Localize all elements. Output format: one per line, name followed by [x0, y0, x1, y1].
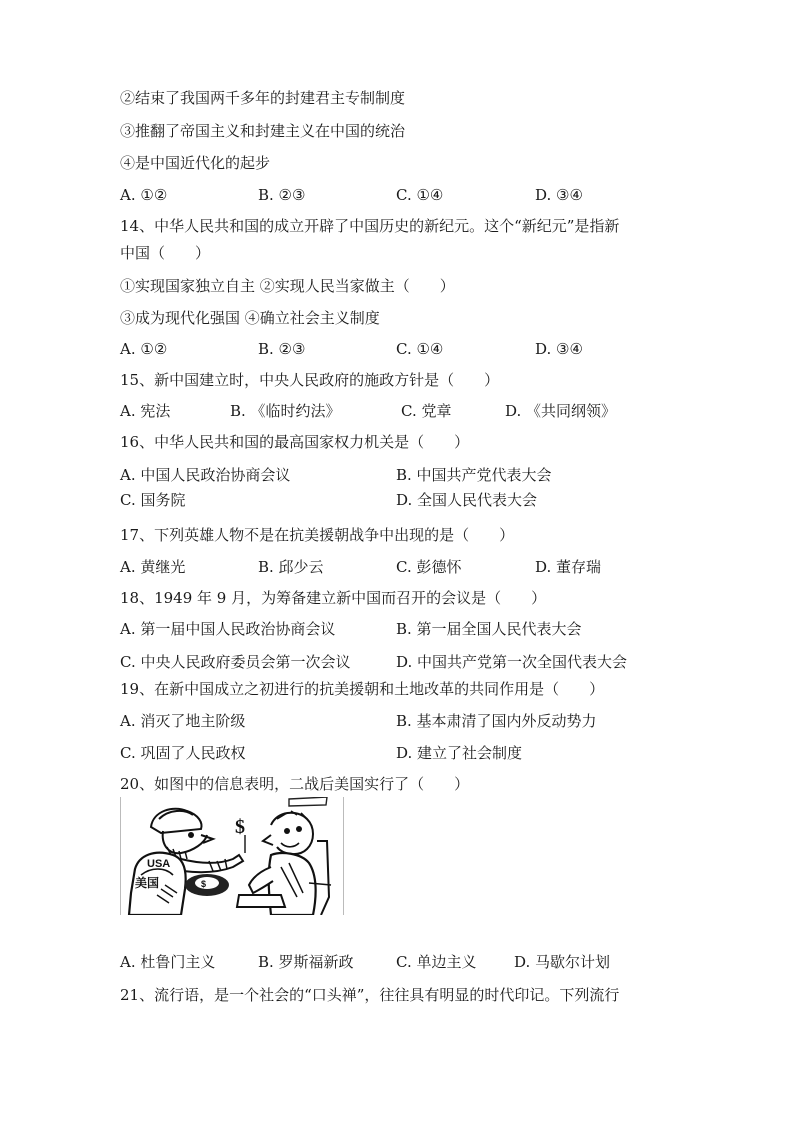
q19-option-a[interactable]: A. 消灭了地主阶级	[120, 712, 246, 730]
q17-option-b[interactable]: B. 邱少云	[258, 558, 324, 576]
q13-option-b[interactable]: B. ②③	[258, 186, 306, 204]
q14-stem-line2: 中国（ ）	[120, 244, 211, 262]
q19-stem: 19、在新中国成立之初进行的抗美援朝和土地改革的共同作用是（ ）	[120, 680, 605, 698]
q18-stem: 18、1949 年 9 月，为筹备建立新中国而召开的会议是（ ）	[120, 589, 547, 607]
cartoon-dollar-label: $	[235, 816, 245, 838]
q17-stem: 17、下列英雄人物不是在抗美援朝战争中出现的是（ ）	[120, 526, 515, 544]
q13-item-4: ④是中国近代化的起步	[120, 154, 271, 172]
q18-option-b[interactable]: B. 第一届全国人民代表大会	[396, 620, 582, 638]
q16-option-d[interactable]: D. 全国人民代表大会	[396, 491, 538, 509]
q20-option-d[interactable]: D. 马歇尔计划	[514, 953, 611, 971]
q17-option-a[interactable]: A. 黄继光	[120, 558, 186, 576]
q20-cartoon-image	[120, 797, 344, 915]
q20-option-b[interactable]: B. 罗斯福新政	[258, 953, 354, 971]
q16-option-b[interactable]: B. 中国共产党代表大会	[396, 466, 552, 484]
q13-item-3: ③推翻了帝国主义和封建主义在中国的统治	[120, 122, 406, 140]
q13-option-a[interactable]: A. ①②	[120, 186, 168, 204]
q15-option-a[interactable]: A. 宪法	[120, 402, 171, 420]
q19-option-b[interactable]: B. 基本肃清了国内外反动势力	[396, 712, 597, 730]
q18-option-c[interactable]: C. 中央人民政府委员会第一次会议	[120, 653, 351, 671]
cartoon-china-label: 美国	[135, 876, 160, 890]
q15-option-c[interactable]: C. 党章	[401, 402, 452, 420]
q21-stem: 21、流行语，是一个社会的“口头禅”，往往具有明显的时代印记。下列流行	[120, 986, 620, 1004]
q20-option-a[interactable]: A. 杜鲁门主义	[120, 953, 216, 971]
q13-option-d[interactable]: D. ③④	[535, 186, 583, 204]
q14-option-d[interactable]: D. ③④	[535, 340, 583, 358]
q16-stem: 16、中华人民共和国的最高国家权力机关是（ ）	[120, 433, 470, 451]
q18-option-a[interactable]: A. 第一届中国人民政治协商会议	[120, 620, 336, 638]
q13-item-2: ②结束了我国两千多年的封建君主专制制度	[120, 89, 406, 107]
q14-stem-line1: 14、中华人民共和国的成立开辟了中国历史的新纪元。这个“新纪元”是指新	[120, 217, 620, 235]
q14-item-34: ③成为现代化强国 ④确立社会主义制度	[120, 309, 380, 327]
q15-option-d[interactable]: D. 《共同纲领》	[505, 402, 617, 420]
q17-option-d[interactable]: D. 董存瑞	[535, 558, 602, 576]
q19-option-c[interactable]: C. 巩固了人民政权	[120, 744, 246, 762]
q15-option-b[interactable]: B. 《临时约法》	[230, 402, 341, 420]
q19-option-d[interactable]: D. 建立了社会制度	[396, 744, 523, 762]
svg-text:$: $	[201, 879, 207, 889]
q16-option-a[interactable]: A. 中国人民政治协商会议	[120, 466, 291, 484]
q16-option-c[interactable]: C. 国务院	[120, 491, 186, 509]
q14-option-a[interactable]: A. ①②	[120, 340, 168, 358]
cartoon-usa-label: USA	[147, 858, 171, 870]
q17-option-c[interactable]: C. 彭德怀	[396, 558, 462, 576]
q14-option-c[interactable]: C. ①④	[396, 340, 444, 358]
q14-option-b[interactable]: B. ②③	[258, 340, 306, 358]
q13-option-c[interactable]: C. ①④	[396, 186, 444, 204]
q14-item-12: ①实现国家独立自主 ②实现人民当家做主（ ）	[120, 277, 455, 295]
q18-option-d[interactable]: D. 中国共产党第一次全国代表大会	[396, 653, 628, 671]
q20-option-c[interactable]: C. 单边主义	[396, 953, 477, 971]
q15-stem: 15、新中国建立时，中央人民政府的施政方针是（ ）	[120, 371, 500, 389]
q20-stem: 20、如图中的信息表明，二战后美国实行了（ ）	[120, 775, 470, 793]
